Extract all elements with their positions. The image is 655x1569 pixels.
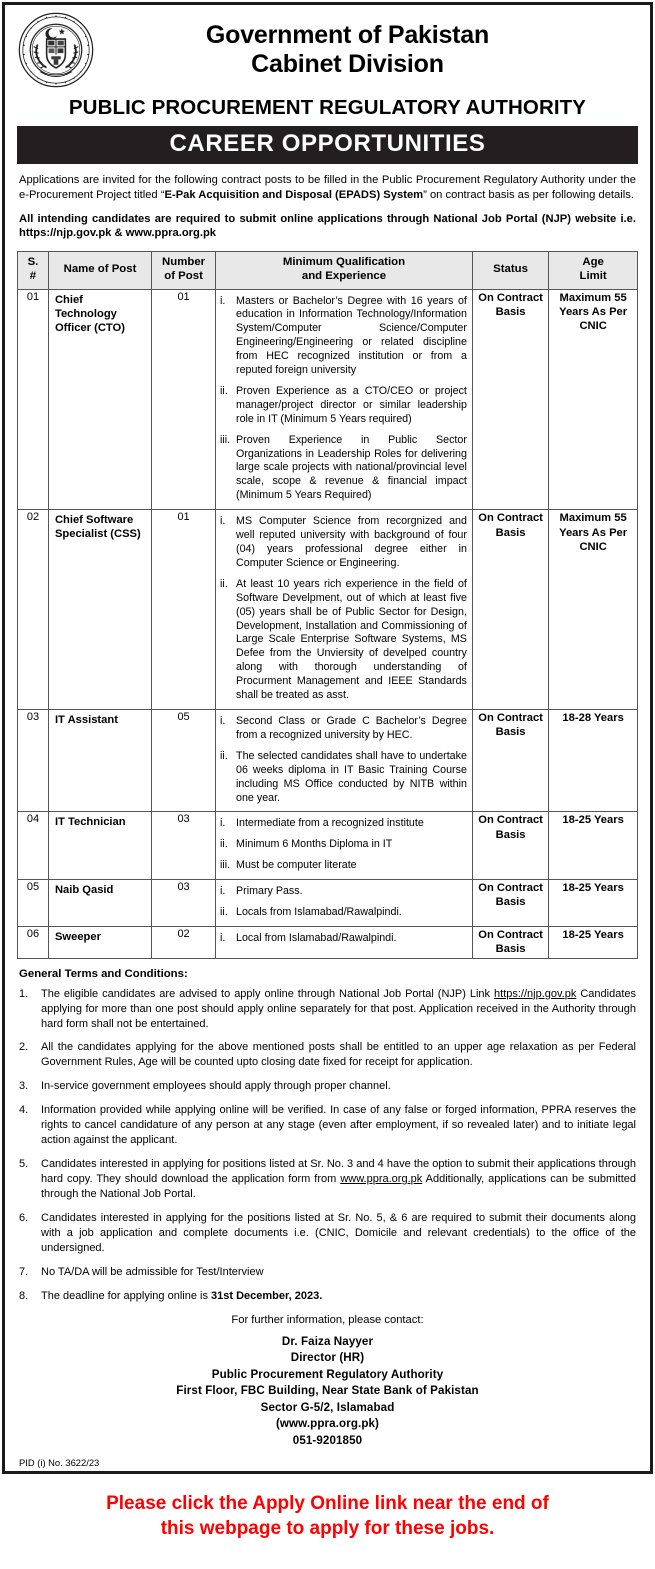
cell-status: On Contract Basis	[472, 510, 548, 710]
jobs-table	[17, 251, 638, 958]
requirement-text: Primary Pass.	[236, 885, 303, 898]
requirement-list	[220, 295, 467, 504]
term-deadline: 31st December, 2023.	[211, 1289, 323, 1302]
apply-notice-line2: this webpage to apply for these jobs.	[160, 1517, 495, 1539]
requirement-text: Second Class or Grade C Bachelor’s Degree from a recognized university by HEC.	[236, 714, 467, 741]
intro-part-c: ” on contract basis as per following details.	[423, 188, 634, 201]
term-text	[41, 1289, 636, 1304]
table-row	[18, 510, 638, 710]
requirement-text: At least 10 years rich experience in the field of Software Develpment, out of which at least five (05) years shall be of Public Sector for Design, Development, Installation and Commissioning of Large Scale Enterprise Software Systems, MS Defee from the Unviersity of develped country along with thorough understanding of Procurment Management and IEEE Standards shall be treated as asst.	[236, 577, 467, 702]
requirement-text: Proven Experience as a CTO/CEO or project manager/project director or similar leadership role in IT (Minimum 5 Years required)	[236, 384, 467, 425]
term-text-part: Additionally, applications can be submitted through the National Job Portal.	[41, 1173, 636, 1201]
cell-serial-number: 03	[18, 709, 49, 811]
requirement-list	[220, 885, 467, 920]
term-text	[41, 1157, 636, 1202]
cell-age-limit: Maximum 55 Years As Per CNIC	[549, 289, 638, 510]
intro-part-a: Applications are invited for the following contract posts to be filled in the Public Procurement Regulatory Authority under the e-Procurement Project titled “	[19, 174, 636, 201]
cell-number-of-posts: 01	[152, 289, 216, 510]
government-line: Government of Pakistan	[205, 21, 490, 49]
requirement-marker: ii.	[220, 577, 228, 590]
header-titles	[95, 21, 640, 79]
cell-age-limit: 18-28 Years	[549, 709, 638, 811]
requirement-text: Locals from Islamabad/Rawalpindi.	[236, 906, 402, 919]
ppra-seal-icon	[17, 11, 95, 89]
requirement-marker: iii.	[220, 433, 231, 446]
requirement-item	[220, 932, 467, 946]
table-header	[18, 252, 638, 289]
requirement-marker: i.	[220, 885, 226, 898]
term-number: 7.	[19, 1265, 29, 1278]
requirement-item	[220, 817, 467, 831]
cell-age-limit: 18-25 Years	[549, 880, 638, 927]
term-number: 6.	[19, 1212, 29, 1225]
cell-post-name: Chief Software Specialist (CSS)	[48, 510, 151, 710]
requirement-marker: i.	[220, 714, 226, 727]
term-text	[41, 987, 636, 1032]
term-number: 4.	[19, 1104, 29, 1117]
cell-post-name: Sweeper	[48, 926, 151, 958]
table-body	[18, 289, 638, 958]
table-row	[18, 812, 638, 880]
table-row	[18, 709, 638, 811]
th-serial-line1: S.	[27, 256, 39, 269]
cell-post-name: IT Technician	[48, 812, 151, 880]
term-text-part: Candidates interested in applying for the positions listed at Sr. No. 5, & 6 are required to submit their documents along with a job application and complete documents i.e. (CNIC, Domicile and relevant credentials) to the office of the undersigned.	[41, 1212, 636, 1254]
advertisement-page	[0, 2, 655, 1569]
term-item	[19, 1079, 636, 1094]
term-number: 5.	[19, 1158, 29, 1171]
requirement-item	[220, 295, 467, 378]
th-name-of-post: Name of Post	[48, 252, 151, 289]
terms-title: General Terms and Conditions:	[19, 967, 188, 980]
jobs-table-wrapper	[5, 250, 650, 958]
th-serial-number	[18, 252, 49, 289]
requirement-list	[220, 715, 467, 805]
requirement-item	[220, 885, 467, 899]
requirement-item	[220, 750, 467, 806]
th-serial-line2: #	[29, 269, 37, 282]
term-text-part: All the candidates applying for the above mentioned posts shall be entitled to an upper age relaxation as per Federal Government Rules, Age will be counted upto closing date fixed for receipt for application.	[41, 1041, 636, 1069]
th-qual-line1: Minimum Qualification	[282, 256, 406, 269]
requirement-item	[220, 385, 467, 427]
requirement-text: Minimum 6 Months Diploma in IT	[236, 838, 393, 851]
contact-block	[19, 1334, 636, 1449]
requirement-marker: ii.	[220, 838, 228, 851]
cell-qualification	[216, 289, 473, 510]
intro-section	[5, 164, 650, 241]
term-item	[19, 987, 636, 1032]
term-number: 3.	[19, 1080, 29, 1093]
term-text	[41, 1211, 636, 1256]
cell-age-limit: Maximum 55 Years As Per CNIC	[549, 510, 638, 710]
cell-number-of-posts: 05	[152, 709, 216, 811]
term-text-part: No TA/DA will be admissible for Test/Interview	[41, 1265, 264, 1278]
intro-paragraph-1	[19, 173, 636, 203]
contact-line: Public Procurement Regulatory Authority	[211, 1367, 444, 1381]
cell-number-of-posts: 03	[152, 812, 216, 880]
term-item	[19, 1103, 636, 1148]
term-link[interactable]: https://njp.gov.pk	[494, 987, 577, 1000]
cell-status: On Contract Basis	[472, 812, 548, 880]
term-text	[41, 1079, 636, 1094]
requirement-marker: i.	[220, 931, 226, 944]
cell-age-limit: 18-25 Years	[549, 926, 638, 958]
cell-qualification	[216, 880, 473, 927]
terms-list	[19, 987, 636, 1304]
requirement-item	[220, 515, 467, 571]
cell-qualification	[216, 812, 473, 880]
contact-line: (www.ppra.org.pk)	[275, 1417, 380, 1431]
term-text-part: The eligible candidates are advised to apply online through National Job Portal (NJP) Link	[41, 987, 495, 1000]
requirement-item	[220, 859, 467, 873]
cell-post-name: Naib Qasid	[48, 880, 151, 927]
table-row	[18, 880, 638, 927]
term-number: 1.	[19, 987, 29, 1000]
term-number: 8.	[19, 1289, 29, 1302]
contact-line: Sector G-5/2, Islamabad	[260, 1400, 395, 1414]
requirement-marker: ii.	[220, 384, 228, 397]
term-text	[41, 1265, 636, 1280]
contact-line: Director (HR)	[290, 1351, 365, 1365]
career-opportunities-banner: CAREER OPPORTUNITIES	[17, 126, 638, 164]
cell-status: On Contract Basis	[472, 926, 548, 958]
th-minimum-qualification	[216, 252, 473, 289]
term-item	[19, 1157, 636, 1202]
cell-age-limit: 18-25 Years	[549, 812, 638, 880]
cell-serial-number: 04	[18, 812, 49, 880]
requirement-item	[220, 578, 467, 703]
table-row	[18, 289, 638, 510]
table-row	[18, 926, 638, 958]
cell-qualification	[216, 510, 473, 710]
contact-line: 051-9201850	[292, 1433, 363, 1447]
project-title: E-Pak Acquisition and Disposal (EPADS) System	[164, 188, 424, 201]
requirement-item	[220, 715, 467, 743]
cell-status: On Contract Basis	[472, 880, 548, 927]
th-status: Status	[472, 252, 548, 289]
requirement-text: Local from Islamabad/Rawalpindi.	[236, 931, 397, 944]
cell-serial-number: 01	[18, 289, 49, 510]
requirement-list	[220, 515, 467, 703]
cell-serial-number: 02	[18, 510, 49, 710]
term-item	[19, 1265, 636, 1280]
contact-lead: For further information, please contact:	[231, 1313, 424, 1326]
pid-number: PID (i) No. 3622/23	[19, 1456, 100, 1468]
cell-number-of-posts: 01	[152, 510, 216, 710]
term-link[interactable]: www.ppra.org.pk	[340, 1173, 423, 1186]
requirement-text: Proven Experience in Public Sector Organizations in Leadership Roles for delivering large scale projects with national/provincial level scale, scope & revenue & financial impact (Minimum 5 Years Required)	[236, 433, 467, 502]
term-text-part: Candidates interested in applying for positions listed at Sr. No. 3 and 4 have the option to submit their applications through hard copy. They should download the application form from	[41, 1158, 636, 1186]
requirement-text: The selected candidates shall have to undertake 06 weeks diploma in IT Basic Training Course including MS Office conducted by NITB within one year.	[236, 749, 467, 804]
apply-notice-line1: Please click the Apply Online link near the end of	[106, 1492, 549, 1514]
th-number-line1: Number	[162, 256, 206, 269]
division-line: Cabinet Division	[251, 50, 444, 78]
requirement-text: Must be computer literate	[236, 859, 357, 872]
requirement-list	[220, 932, 467, 946]
requirement-list	[220, 817, 467, 873]
cell-status: On Contract Basis	[472, 289, 548, 510]
term-item	[19, 1040, 636, 1070]
th-age-line1: Age	[582, 256, 604, 269]
requirement-marker: ii.	[220, 906, 228, 919]
th-number-line2: of Post	[164, 269, 203, 282]
requirement-marker: i.	[220, 817, 226, 830]
term-text-part: The deadline for applying online is	[41, 1289, 212, 1302]
cell-qualification	[216, 926, 473, 958]
th-age-line2: Limit	[579, 269, 607, 282]
advertisement-frame	[2, 2, 653, 1474]
term-text	[41, 1103, 636, 1148]
cell-number-of-posts: 03	[152, 880, 216, 927]
term-number: 2.	[19, 1041, 29, 1054]
requirement-text: Intermediate from a recognized institute	[236, 817, 424, 830]
requirement-marker: i.	[220, 515, 226, 528]
cell-post-name: Chief Technology Officer (CTO)	[48, 289, 151, 510]
term-text	[41, 1040, 636, 1070]
term-text-part: In-service government employees should apply through proper channel.	[41, 1080, 391, 1093]
requirement-text: MS Computer Science from recorgnized and well reputed university with background of four (04) years professional degree either in Computer Science or Engineering.	[236, 515, 467, 569]
th-age-limit	[549, 252, 638, 289]
th-qual-line2: and Experience	[301, 269, 387, 282]
cell-post-name: IT Assistant	[48, 709, 151, 811]
authority-title: PUBLIC PROCUREMENT REGULATORY AUTHORITY	[68, 96, 587, 119]
apply-online-notice	[0, 1474, 655, 1555]
th-number-of-post	[152, 252, 216, 289]
requirement-item	[220, 434, 467, 504]
contact-line: First Floor, FBC Building, Near State Bank of Pakistan	[176, 1384, 479, 1398]
requirement-marker: iii.	[220, 859, 231, 872]
term-item	[19, 1211, 636, 1256]
requirement-item	[220, 838, 467, 852]
requirement-text: Masters or Bachelor’s Degree with 16 years of education in Information Technology/Information System/Computer Science/Computer Engineering/Engineering or related discipline from HEC recognized institution or from a reputed foreign university	[236, 294, 467, 377]
terms-section	[5, 959, 650, 1304]
header	[5, 5, 650, 89]
requirement-marker: i.	[220, 294, 226, 307]
cell-qualification	[216, 709, 473, 811]
cell-serial-number: 06	[18, 926, 49, 958]
table-header-row	[18, 252, 638, 289]
requirement-item	[220, 906, 467, 920]
cell-number-of-posts: 02	[152, 926, 216, 958]
contact-section	[5, 1314, 650, 1449]
term-text-part: Information provided while applying online will be verified. In case of any false or forged information, PPRA reserves the rights to cancel candidature of any person at any stage (even after employment, if so revealed later) and to initiate legal action against the applicant.	[41, 1104, 636, 1147]
intro-paragraph-2: All intending candidates are required to submit online applications through National Job Portal (NJP) website i.e. https://njp.gov.pk & www.ppra.org.pk	[19, 212, 636, 240]
term-item	[19, 1289, 636, 1304]
cell-serial-number: 05	[18, 880, 49, 927]
requirement-marker: ii.	[220, 749, 228, 762]
cell-status: On Contract Basis	[472, 709, 548, 811]
term-text-part: Candidates applying for more than one post should apply online separately for that post. Application received in the Authority through hard form shall not be entertained.	[41, 987, 636, 1030]
contact-line: Dr. Faiza Nayyer	[281, 1334, 374, 1348]
